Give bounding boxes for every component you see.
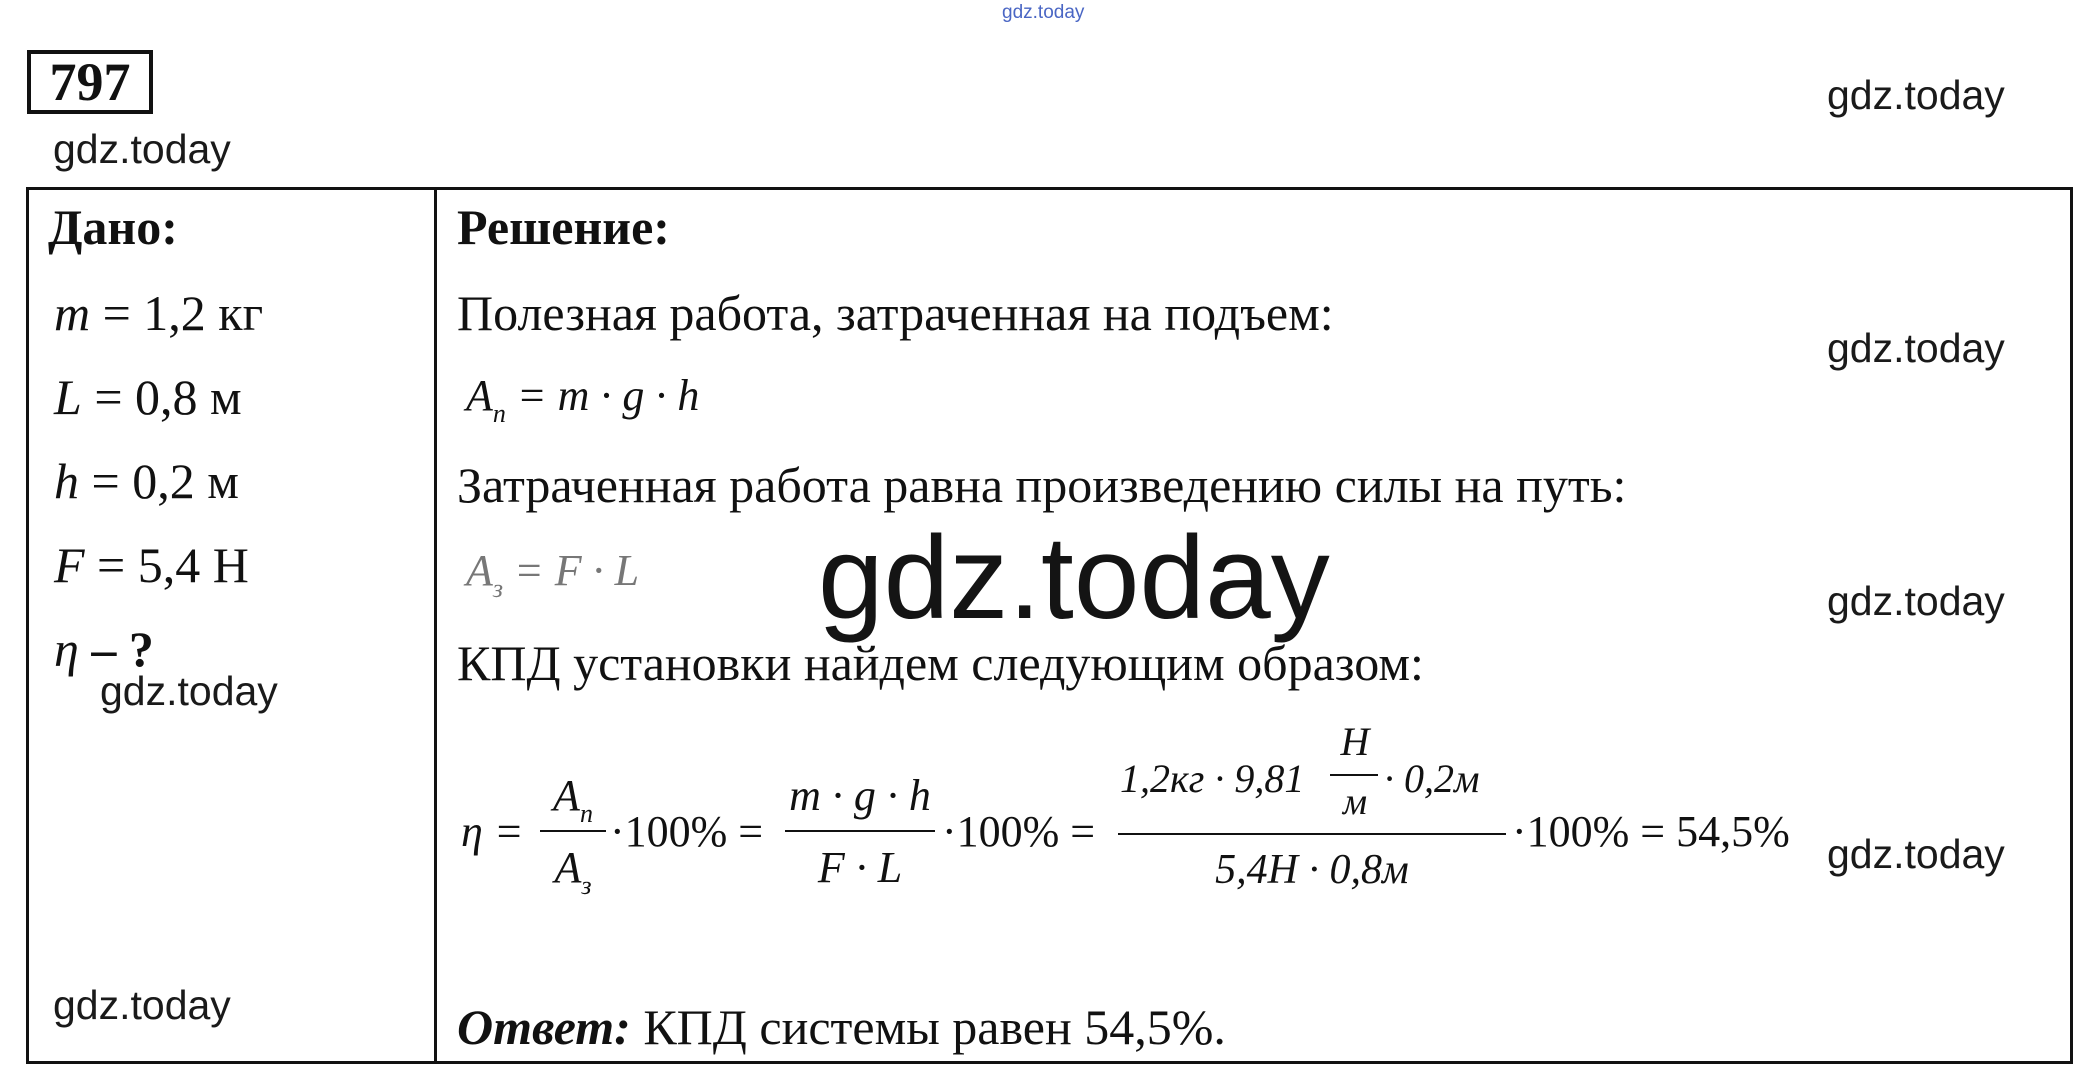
fraction-3-numerator-b: · 0,2м bbox=[1384, 756, 1480, 801]
fraction-1-bar bbox=[540, 830, 606, 832]
given-efficiency-unknown: η – ? bbox=[54, 621, 154, 677]
watermark-right-2: gdz.today bbox=[1827, 325, 2005, 371]
fraction-3-denominator: 5,4Н · 0,8м bbox=[1215, 847, 1409, 893]
fraction-2-denominator: F · L bbox=[817, 843, 903, 892]
fraction-3-inner-denominator: м bbox=[1342, 781, 1368, 823]
formula-spent-work: $A_з = F \cdot L$ bbox=[466, 546, 640, 603]
fraction-3-inner-bar bbox=[1330, 774, 1378, 776]
solution-line-spent-work: Затраченная работа равна произведению силы на путь: bbox=[457, 457, 1627, 513]
given-heading: Дано: bbox=[48, 199, 178, 255]
efficiency-result: ·100% = 54,5% bbox=[1512, 807, 1790, 856]
given-mass: m = 1,2 кг bbox=[54, 285, 264, 341]
watermark-left-1: gdz.today bbox=[53, 126, 231, 172]
watermark-right-3: gdz.today bbox=[1827, 578, 2005, 624]
multiplier-1: ·100% = bbox=[610, 807, 764, 856]
solution-line-useful-work: Полезная работа, затраченная на подъем: bbox=[457, 285, 1334, 341]
answer-line bbox=[457, 998, 1226, 1056]
problem-number-box: 797 bbox=[27, 50, 153, 114]
formula-useful-work: $A_п = m \cdot g \cdot h$ bbox=[466, 371, 700, 428]
multiplier-2: ·100% = bbox=[942, 807, 1096, 856]
fraction-1-denominator: $A_з$ bbox=[554, 843, 592, 900]
given-force: F = 5,4 Н bbox=[54, 537, 249, 593]
watermark-left-3: gdz.today bbox=[53, 982, 231, 1028]
column-divider bbox=[434, 187, 437, 1064]
given-height: h = 0,2 м bbox=[54, 453, 239, 509]
answer-text: КПД системы равен 54,5%. bbox=[643, 999, 1226, 1055]
watermark-right-1: gdz.today bbox=[1827, 72, 2005, 118]
fraction-2-numerator: m · g · h bbox=[789, 771, 931, 820]
fraction-1-numerator: $A_п$ bbox=[553, 771, 593, 828]
solution-heading: Решение: bbox=[457, 199, 670, 255]
solution-line-efficiency: КПД установки найдем следующим образом: bbox=[457, 635, 1424, 691]
fraction-3-bar bbox=[1118, 833, 1506, 835]
answer-label: Ответ: bbox=[457, 999, 631, 1055]
given-length: L = 0,8 м bbox=[54, 369, 242, 425]
fraction-2-bar bbox=[785, 830, 935, 832]
watermark-top: gdz.today bbox=[1002, 2, 1085, 23]
fraction-3-inner-numerator: Н bbox=[1340, 719, 1370, 764]
watermark-right-4: gdz.today bbox=[1827, 831, 2005, 877]
eta-equals: η = bbox=[461, 807, 524, 856]
fraction-3-numerator-a: 1,2кг · 9,81 bbox=[1120, 756, 1305, 801]
watermark-center: gdz.today bbox=[818, 512, 1330, 644]
watermark-left-2: gdz.today bbox=[100, 668, 278, 714]
